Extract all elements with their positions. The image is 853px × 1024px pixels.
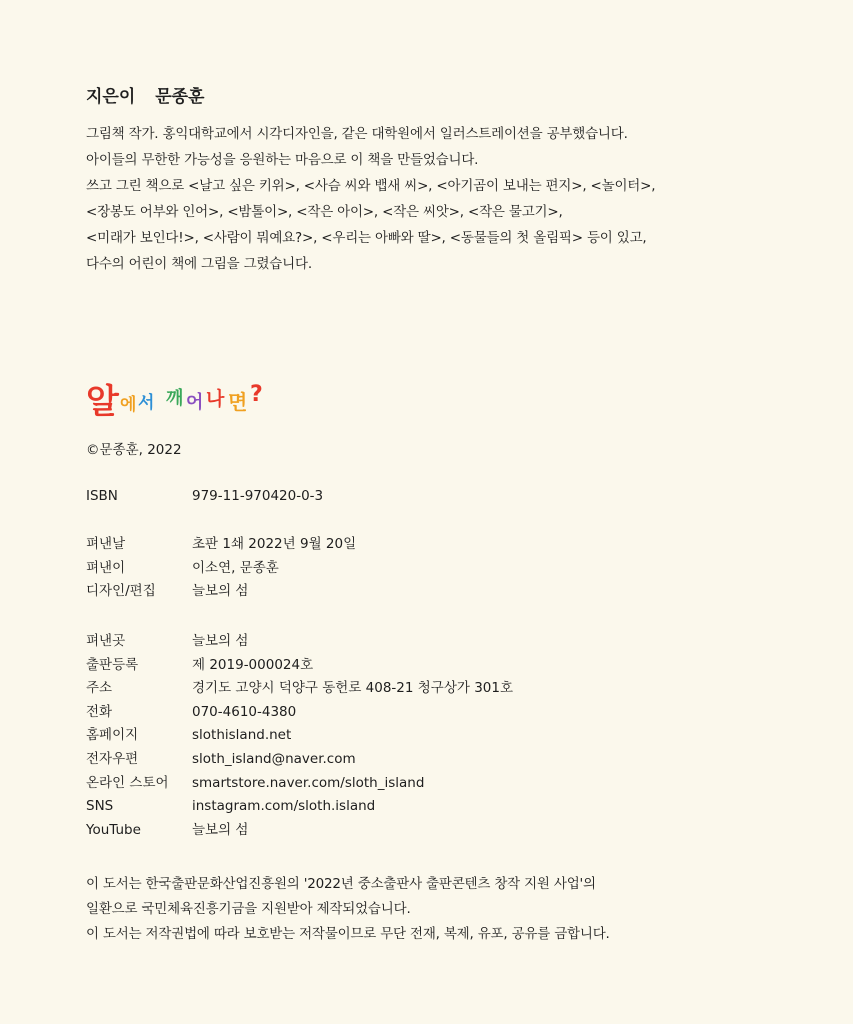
edition-row xyxy=(86,557,646,581)
info-key: YouTube xyxy=(86,821,141,838)
logo-glyph: 어 xyxy=(186,392,204,413)
publisher-row xyxy=(86,772,646,796)
info-key: 온라인 스토어 xyxy=(86,774,169,791)
isbn-block xyxy=(86,485,646,509)
author-bio-line: <미래가 보인다!>, <사람이 뭐예요?>, <우리는 아빠와 딸>, <동물들의 첫 올림픽> 등이 있고, xyxy=(86,230,647,246)
logo-glyph: 에 xyxy=(120,395,137,415)
info-key: 펴낸곳 xyxy=(86,633,126,649)
info-key: ISBN xyxy=(86,488,118,504)
edition-row xyxy=(86,533,646,557)
info-key: SNS xyxy=(86,798,114,815)
info-key: 전화 xyxy=(86,703,113,720)
publisher-row xyxy=(86,819,646,843)
publisher-row xyxy=(86,724,646,748)
publisher-row xyxy=(86,748,646,772)
info-value: sloth_island@naver.com xyxy=(192,750,356,767)
logo-glyph: 면 xyxy=(228,390,248,414)
author-bio-line: 다수의 어린이 책에 그림을 그렸습니다. xyxy=(86,256,312,272)
author-section xyxy=(86,82,786,277)
author-label: 지은이 xyxy=(86,87,136,107)
author-bio-line: <장봉도 어부와 인어>, <밤톨이>, <작은 아이>, <작은 씨앗>, <작은 물고기>, xyxy=(86,204,563,220)
author-bio-line: 그림책 작가. 홍익대학교에서 시각디자인을, 같은 대학원에서 일러스트레이션을 공부했습니다. xyxy=(86,126,628,142)
info-value: 늘보의 섬 xyxy=(192,633,249,649)
publisher-row xyxy=(86,795,646,819)
copyright-line: ©문종훈, 2022 xyxy=(86,442,182,458)
info-key: 주소 xyxy=(86,680,113,697)
info-key: 출판등록 xyxy=(86,656,139,673)
info-value: 제 2019-000024호 xyxy=(192,656,314,673)
publisher-row xyxy=(86,677,646,701)
info-value: smartstore.naver.com/sloth_island xyxy=(192,774,425,791)
logo-glyph: 깨 xyxy=(166,388,184,409)
info-key: 펴낸이 xyxy=(86,559,126,576)
info-key: 펴낸날 xyxy=(86,536,126,552)
info-key: 홈페이지 xyxy=(86,727,139,744)
info-value: 늘보의 섬 xyxy=(192,821,249,838)
author-bio-line: 쓰고 그린 책으로 <날고 싶은 키위>, <사슴 씨와 뱁새 씨>, <아기곰이 보내는 편지>, <놀이터>, xyxy=(86,178,656,194)
info-value: instagram.com/sloth.island xyxy=(192,798,376,815)
author-bio-line: 아이들의 무한한 가능성을 응원하는 마음으로 이 책을 만들었습니다. xyxy=(86,152,479,168)
info-value: 이소연, 문종훈 xyxy=(192,559,279,576)
edition-block xyxy=(86,533,646,604)
info-value: 늘보의 섬 xyxy=(192,583,249,600)
publisher-row xyxy=(86,654,646,678)
info-value: 070-4610-4380 xyxy=(192,703,297,720)
info-key: 전자우편 xyxy=(86,750,139,767)
book-title-logo xyxy=(86,374,276,422)
info-value: 경기도 고양시 덕양구 동헌로 408-21 청구상가 301호 xyxy=(192,680,514,697)
notice-line: 이 도서는 한국출판문화산업진흥원의 '2022년 중소출판사 출판콘텐츠 창작 지원 사업'의 xyxy=(86,876,596,892)
author-heading xyxy=(86,82,786,107)
notice-section xyxy=(86,872,806,947)
publisher-row xyxy=(86,630,646,654)
info-value: slothisland.net xyxy=(192,727,292,744)
logo-glyph: 알 xyxy=(86,382,119,422)
notice-line: 일환으로 국민체육진흥기금을 지원받아 제작되었습니다. xyxy=(86,901,411,917)
info-value: 979-11-970420-0-3 xyxy=(192,488,324,504)
notice-line: 이 도서는 저작권법에 따라 보호받는 저작물이므로 무단 전재, 복제, 유포, 공유를 금합니다. xyxy=(86,926,610,942)
author-name: 문종훈 xyxy=(155,87,205,107)
publisher-block xyxy=(86,630,646,842)
logo-glyph: ? xyxy=(250,382,263,407)
info-value: 초판 1쇄 2022년 9월 20일 xyxy=(192,536,357,552)
logo-glyph: 서 xyxy=(138,393,155,413)
info-key: 디자인/편집 xyxy=(86,583,156,600)
logo-glyph: 나 xyxy=(206,388,225,410)
edition-row xyxy=(86,580,646,604)
isbn-row xyxy=(86,485,646,509)
publisher-row xyxy=(86,701,646,725)
